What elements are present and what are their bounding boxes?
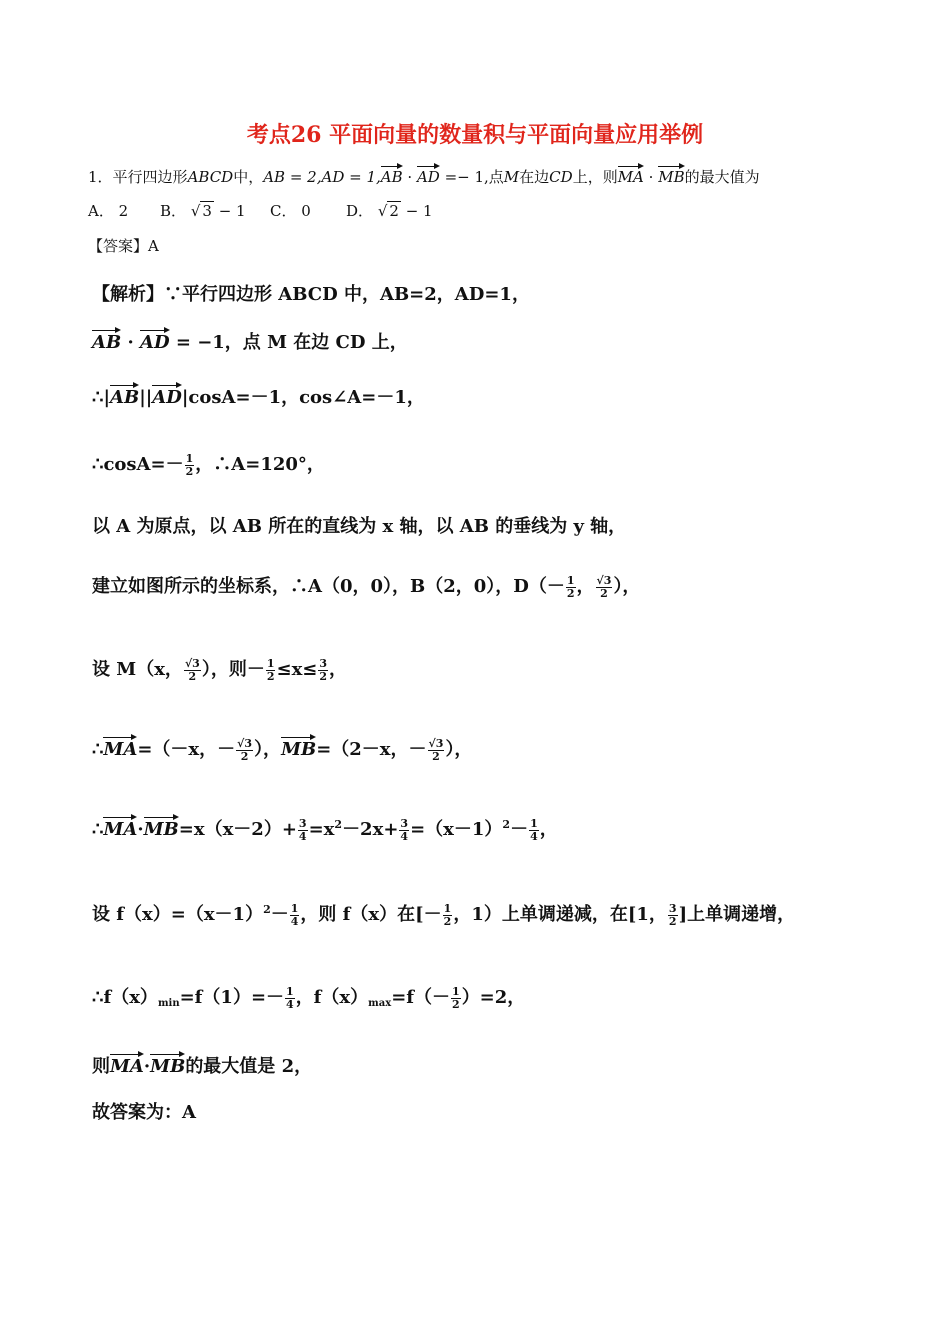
analysis-line-7: 设 M（x， $\frac{√3}{2}$ ），则－ $\frac{1}{2}$ ≤x≤ $\frac{3}{2}$ ， <box>92 656 348 683</box>
option-d: D． √ 2 − 1 <box>346 202 433 220</box>
analysis-line-5: 以 A 为原点，以 AB 所在的直线为 x 轴，以 AB 的垂线为 y 轴， <box>92 516 627 537</box>
page-title: 考点26 平面向量的数量积与平面向量应用举例 <box>246 122 704 148</box>
analysis-line-1: 【解析】∵平行四边形 ABCD 中，AB=2，AD=1， <box>92 284 530 305</box>
question-text: 1．平行四边形ABCD中，AB = 2,AD = 1,AB · AD =− 1,点M在边CD上，则MA · MB的最大值为 <box>88 164 760 187</box>
analysis-line-8: ∴MA=（－x，－ $\frac{√3}{2}$ ），MB=（2－x，－ $\frac{√3}{2}$ ）， <box>92 736 473 763</box>
analysis-line-12: 则MA·MB的最大值是 2， <box>92 1052 312 1078</box>
answer-line: 【答案】A <box>88 237 159 255</box>
vector-ma: MA <box>618 164 644 186</box>
analysis-line-4: ∴cosA=－ $\frac{1}{2}$ ，∴A=120°， <box>92 451 325 478</box>
analysis-line-10: 设 $f(x)=(x-1)^2-$ $\frac{1}{4}$ ，则 f（x）在[－ $\frac{1}{2}$ ，1）上单调递减，在[1， $\frac{3}{2}$ ]上单调递增， <box>92 901 796 928</box>
option-b: B． √ 3 − 1 <box>160 202 246 220</box>
analysis-line-13: 故答案为：A <box>92 1102 196 1123</box>
analysis-line-6: 建立如图所示的坐标系，∴A（0，0），B（2，0），D（－ $\frac{1}{2}$ ， $\frac{√3}{2}$ ）， <box>92 573 641 600</box>
option-c: C． 0 <box>270 202 311 220</box>
analysis-line-9: ∴MA·MB=x（x－2）+ $\frac{3}{4}$ $=x^2-2x+$ $\frac{3}{4}$ $=(x-1)^2-$ $\frac{1}{4}$ ， <box>92 816 558 843</box>
vector-ad: AD <box>417 164 440 186</box>
option-a: A． 2 <box>88 202 129 220</box>
analysis-line-11: $\therefore f(x)_{min}=f(1)=-$ $\frac{1}{4}$ ，$f(x)_{max}=f(-$ $\frac{1}{2}$ ）=2， <box>92 984 526 1011</box>
analysis-line-2: AB · AD = −1，点 M 在边 CD 上， <box>92 328 408 354</box>
analysis-line-3: ∴|AB||AD|cosA=－1，cos∠A=－1， <box>92 383 425 409</box>
vector-ab: AB <box>381 164 403 186</box>
vector-mb: MB <box>658 164 684 186</box>
